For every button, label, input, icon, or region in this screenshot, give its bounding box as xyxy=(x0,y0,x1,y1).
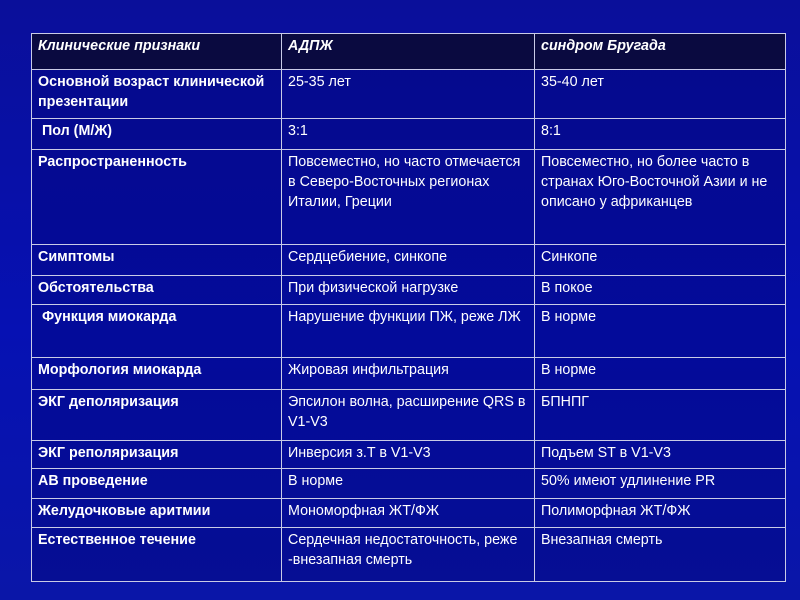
header-cell-features: Клинические признаки xyxy=(32,34,282,70)
cell-arvc: Сердцебиение, синкопе xyxy=(282,245,535,276)
table-row xyxy=(32,469,786,498)
row-label: ЭКГ реполяризация xyxy=(32,440,282,468)
cell-brugada: 8:1 xyxy=(535,119,786,150)
cell-arvc: Повсеместно, но часто отмечается в Северо-Восточных регионах Италии, Греции xyxy=(282,149,535,245)
header-cell-brugada: синдром Бругада xyxy=(535,34,786,70)
row-label: Симптомы xyxy=(32,245,282,276)
row-label: Желудочковые аритмии xyxy=(32,498,282,527)
row-label: ЭКГ деполяризация xyxy=(32,389,282,440)
row-label: Естественное течение xyxy=(32,528,282,582)
row-label: Морфология миокарда xyxy=(32,358,282,390)
cell-brugada: В норме xyxy=(535,358,786,390)
table-row xyxy=(32,528,786,582)
table-row xyxy=(32,69,786,119)
cell-arvc: Жировая инфильтрация xyxy=(282,358,535,390)
comparison-table xyxy=(31,33,786,582)
cell-arvc: Сердечная недостаточность, реже -внезапная смерть xyxy=(282,528,535,582)
table-row xyxy=(32,149,786,245)
cell-brugada: Повсеместно, но более часто в странах Юго-Восточной Азии и не описано у африканцев xyxy=(535,149,786,245)
row-label: АВ проведение xyxy=(32,469,282,498)
cell-arvc: Нарушение функции ПЖ, реже ЛЖ xyxy=(282,305,535,358)
row-label: Основной возраст клинической презентации xyxy=(32,69,282,119)
table-row xyxy=(32,440,786,468)
cell-arvc: Инверсия з.T в V1-V3 xyxy=(282,440,535,468)
cell-brugada: Полиморфная ЖТ/ФЖ xyxy=(535,498,786,527)
row-label: Функция миокарда xyxy=(32,305,282,358)
row-label: Обстоятельства xyxy=(32,275,282,304)
cell-brugada: БПНПГ xyxy=(535,389,786,440)
cell-brugada: В покое xyxy=(535,275,786,304)
cell-brugada: В норме xyxy=(535,305,786,358)
cell-brugada: 50% имеют удлинение PR xyxy=(535,469,786,498)
table-row xyxy=(32,275,786,304)
header-cell-arvc: АДПЖ xyxy=(282,34,535,70)
cell-arvc: Мономорфная ЖТ/ФЖ xyxy=(282,498,535,527)
cell-arvc: 25-35 лет xyxy=(282,69,535,119)
table-row xyxy=(32,389,786,440)
table-row xyxy=(32,498,786,527)
cell-arvc: При физической нагрузке xyxy=(282,275,535,304)
cell-arvc: Эпсилон волна, расширение QRS в V1-V3 xyxy=(282,389,535,440)
table-row xyxy=(32,119,786,150)
table-header-row xyxy=(32,34,786,70)
cell-arvc: 3:1 xyxy=(282,119,535,150)
table-row xyxy=(32,245,786,276)
cell-brugada: Подъем ST в V1-V3 xyxy=(535,440,786,468)
cell-brugada: Синкопе xyxy=(535,245,786,276)
table-row xyxy=(32,358,786,390)
cell-arvc: В норме xyxy=(282,469,535,498)
cell-brugada: Внезапная смерть xyxy=(535,528,786,582)
row-label: Пол (М/Ж) xyxy=(32,119,282,150)
row-label: Распространенность xyxy=(32,149,282,245)
cell-brugada: 35-40 лет xyxy=(535,69,786,119)
table-row xyxy=(32,305,786,358)
